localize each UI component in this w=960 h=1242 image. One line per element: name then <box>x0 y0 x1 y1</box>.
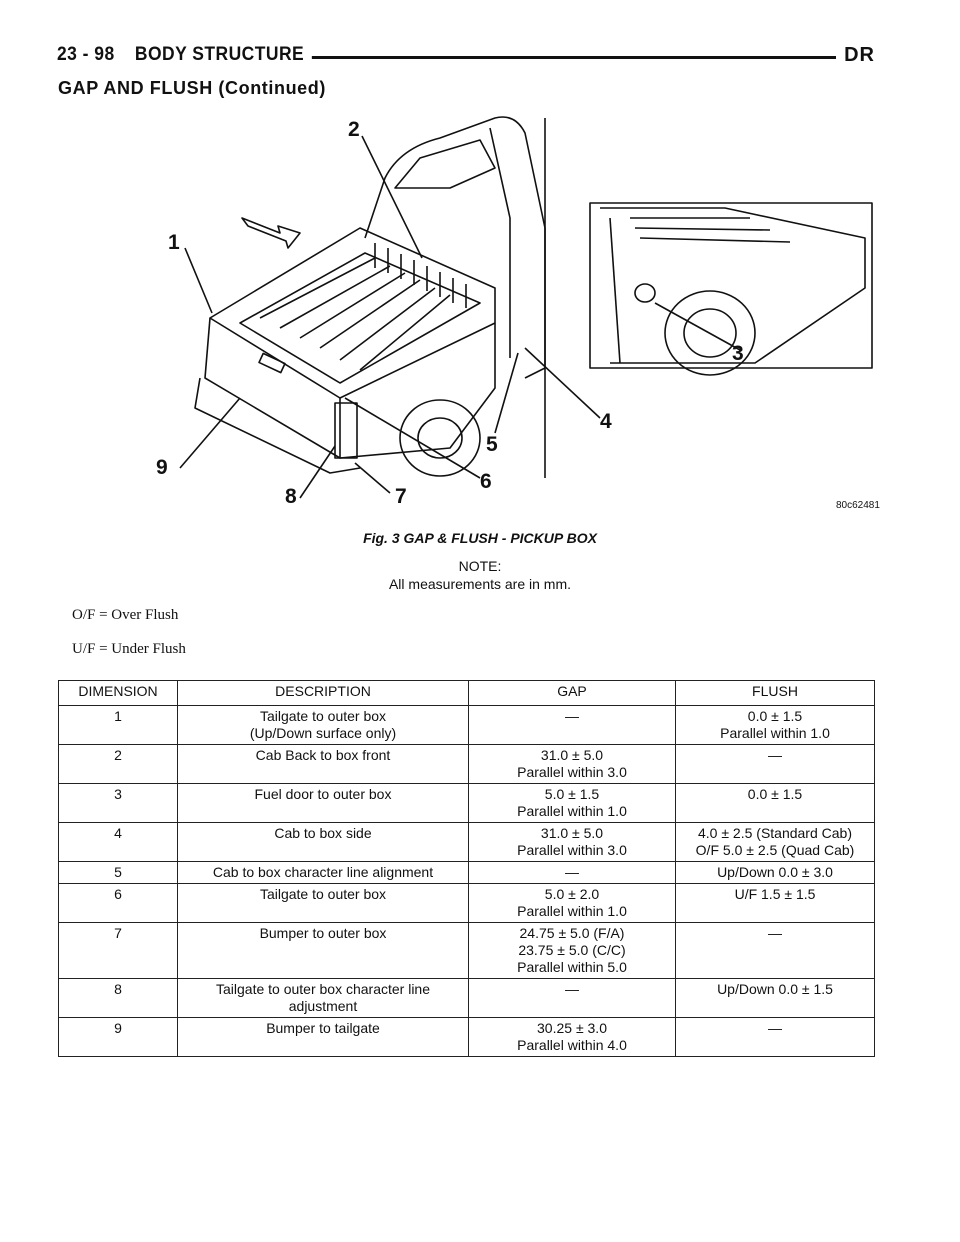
header-dimension: DIMENSION <box>59 681 178 706</box>
header-left <box>57 44 312 66</box>
cell-gap-line: Parallel within 1.0 <box>517 903 627 919</box>
callout-6: 6 <box>480 470 492 493</box>
cell-dimension: 2 <box>59 745 178 784</box>
table-row <box>59 784 875 823</box>
pickup-box-figure <box>150 108 880 518</box>
cell-flush <box>676 784 875 823</box>
cell-gap <box>469 1018 676 1057</box>
figure-id: 80c62481 <box>836 500 880 511</box>
cell-description <box>178 706 469 745</box>
cab-outline <box>365 117 545 378</box>
cell-flush-line: Parallel within 1.0 <box>720 725 830 741</box>
callout-1: 1 <box>168 231 180 254</box>
cell-description <box>178 862 469 884</box>
cell-gap-line: 5.0 ± 1.5 <box>544 786 600 802</box>
cell-dimension: 9 <box>59 1018 178 1057</box>
table-header-row <box>59 681 875 706</box>
cell-flush <box>676 706 875 745</box>
cell-description <box>178 979 469 1018</box>
cell-gap <box>469 884 676 923</box>
cell-gap-line: — <box>565 708 579 724</box>
cell-dimension: 6 <box>59 884 178 923</box>
cell-gap-line: Parallel within 5.0 <box>517 959 627 975</box>
table-row <box>59 706 875 745</box>
box-bed <box>210 228 495 398</box>
cell-gap-line: Parallel within 3.0 <box>517 842 627 858</box>
cell-flush <box>676 862 875 884</box>
cell-dimension: 5 <box>59 862 178 884</box>
cell-description-line: Tailgate to outer box <box>259 886 387 902</box>
bed-floor <box>240 253 480 383</box>
cell-description-line: Bumper to tailgate <box>266 1020 380 1036</box>
cell-flush-line: — <box>768 747 782 763</box>
callout-8: 8 <box>285 485 297 508</box>
definition-under-flush: U/F = Under Flush <box>72 641 186 657</box>
cell-flush-line: — <box>768 925 782 941</box>
cell-flush <box>676 923 875 979</box>
cell-description <box>178 884 469 923</box>
callout-5: 5 <box>486 433 498 456</box>
header-description: DESCRIPTION <box>178 681 469 706</box>
cell-gap-line: 24.75 ± 5.0 (F/A) <box>519 925 625 941</box>
cell-gap-line: 31.0 ± 5.0 <box>540 747 604 763</box>
cell-flush-line: 0.0 ± 1.5 <box>747 708 803 724</box>
cell-flush <box>676 884 875 923</box>
cell-gap-line: 31.0 ± 5.0 <box>540 825 604 841</box>
continued-heading: GAP AND FLUSH (Continued) <box>58 78 326 98</box>
cell-gap <box>469 823 676 862</box>
note-label: NOTE: <box>458 558 502 574</box>
cell-gap <box>469 979 676 1018</box>
callout-9: 9 <box>156 456 168 479</box>
note-text: All measurements are in mm. <box>388 576 572 592</box>
cell-gap <box>469 745 676 784</box>
page-header <box>57 44 875 74</box>
cell-gap <box>469 862 676 884</box>
cell-gap-line: Parallel within 3.0 <box>517 764 627 780</box>
cell-description-line: Tailgate to outer box character line <box>215 981 430 997</box>
cell-flush <box>676 979 875 1018</box>
cell-dimension: 1 <box>59 706 178 745</box>
cell-description <box>178 784 469 823</box>
cell-flush <box>676 1018 875 1057</box>
cell-description <box>178 1018 469 1057</box>
callout-4: 4 <box>600 410 612 433</box>
cell-description <box>178 745 469 784</box>
direction-arrow <box>242 218 300 248</box>
section-title: BODY STRUCTURE <box>134 44 305 65</box>
definition-over-flush: O/F = Over Flush <box>72 607 179 623</box>
inset-frame <box>590 203 872 368</box>
cell-flush <box>676 823 875 862</box>
callout-7: 7 <box>395 485 407 508</box>
model-code: DR <box>836 44 875 67</box>
cell-flush <box>676 745 875 784</box>
cell-gap-line: 30.25 ± 3.0 <box>537 1020 607 1036</box>
table-row <box>59 745 875 784</box>
cell-flush-line: U/F 1.5 ± 1.5 <box>734 886 816 902</box>
cell-description-line: adjustment <box>288 998 358 1014</box>
table-row <box>59 1018 875 1057</box>
cell-dimension: 4 <box>59 823 178 862</box>
gap-flush-table <box>58 680 875 1057</box>
cell-description-line: Cab to box character line alignment <box>212 864 434 880</box>
cell-dimension: 3 <box>59 784 178 823</box>
cell-flush-line: Up/Down 0.0 ± 3.0 <box>717 864 833 880</box>
cell-description-line: Fuel door to outer box <box>254 786 392 802</box>
cell-gap <box>469 923 676 979</box>
box-rear <box>205 318 340 458</box>
header-gap: GAP <box>469 681 676 706</box>
table-row <box>59 862 875 884</box>
cell-description <box>178 923 469 979</box>
cell-dimension: 7 <box>59 923 178 979</box>
cell-gap <box>469 706 676 745</box>
cell-gap-line: Parallel within 1.0 <box>517 803 627 819</box>
cell-flush-line: 0.0 ± 1.5 <box>747 786 803 802</box>
cell-dimension: 8 <box>59 979 178 1018</box>
cell-flush-line: — <box>768 1020 782 1036</box>
cell-description-line: Tailgate to outer box <box>259 708 387 724</box>
cell-gap-line: — <box>565 864 579 880</box>
cell-gap-line: Parallel within 4.0 <box>517 1037 627 1053</box>
cell-gap-line: 23.75 ± 5.0 (C/C) <box>518 942 626 958</box>
callout-2: 2 <box>348 118 360 141</box>
page-number: 23 - 98 <box>57 44 115 65</box>
cab-window <box>395 140 495 188</box>
table-row <box>59 923 875 979</box>
table-row <box>59 823 875 862</box>
table-row <box>59 884 875 923</box>
cell-flush-line: 4.0 ± 2.5 (Standard Cab) <box>698 825 852 841</box>
cell-description <box>178 823 469 862</box>
cell-description-line: (Up/Down surface only) <box>249 725 397 741</box>
header-flush: FLUSH <box>676 681 875 706</box>
figure-caption: Fig. 3 GAP & FLUSH - PICKUP BOX <box>363 530 597 546</box>
cell-gap <box>469 784 676 823</box>
cell-gap-line: 5.0 ± 2.0 <box>544 886 600 902</box>
cell-description-line: Cab Back to box front <box>255 747 391 763</box>
cell-gap-line: — <box>565 981 579 997</box>
table-row <box>59 979 875 1018</box>
cell-flush-line: Up/Down 0.0 ± 1.5 <box>717 981 833 997</box>
callout-3: 3 <box>732 342 744 365</box>
cell-description-line: Cab to box side <box>274 825 372 841</box>
cell-description-line: Bumper to outer box <box>259 925 387 941</box>
cell-flush-line: O/F 5.0 ± 2.5 (Quad Cab) <box>695 842 855 858</box>
